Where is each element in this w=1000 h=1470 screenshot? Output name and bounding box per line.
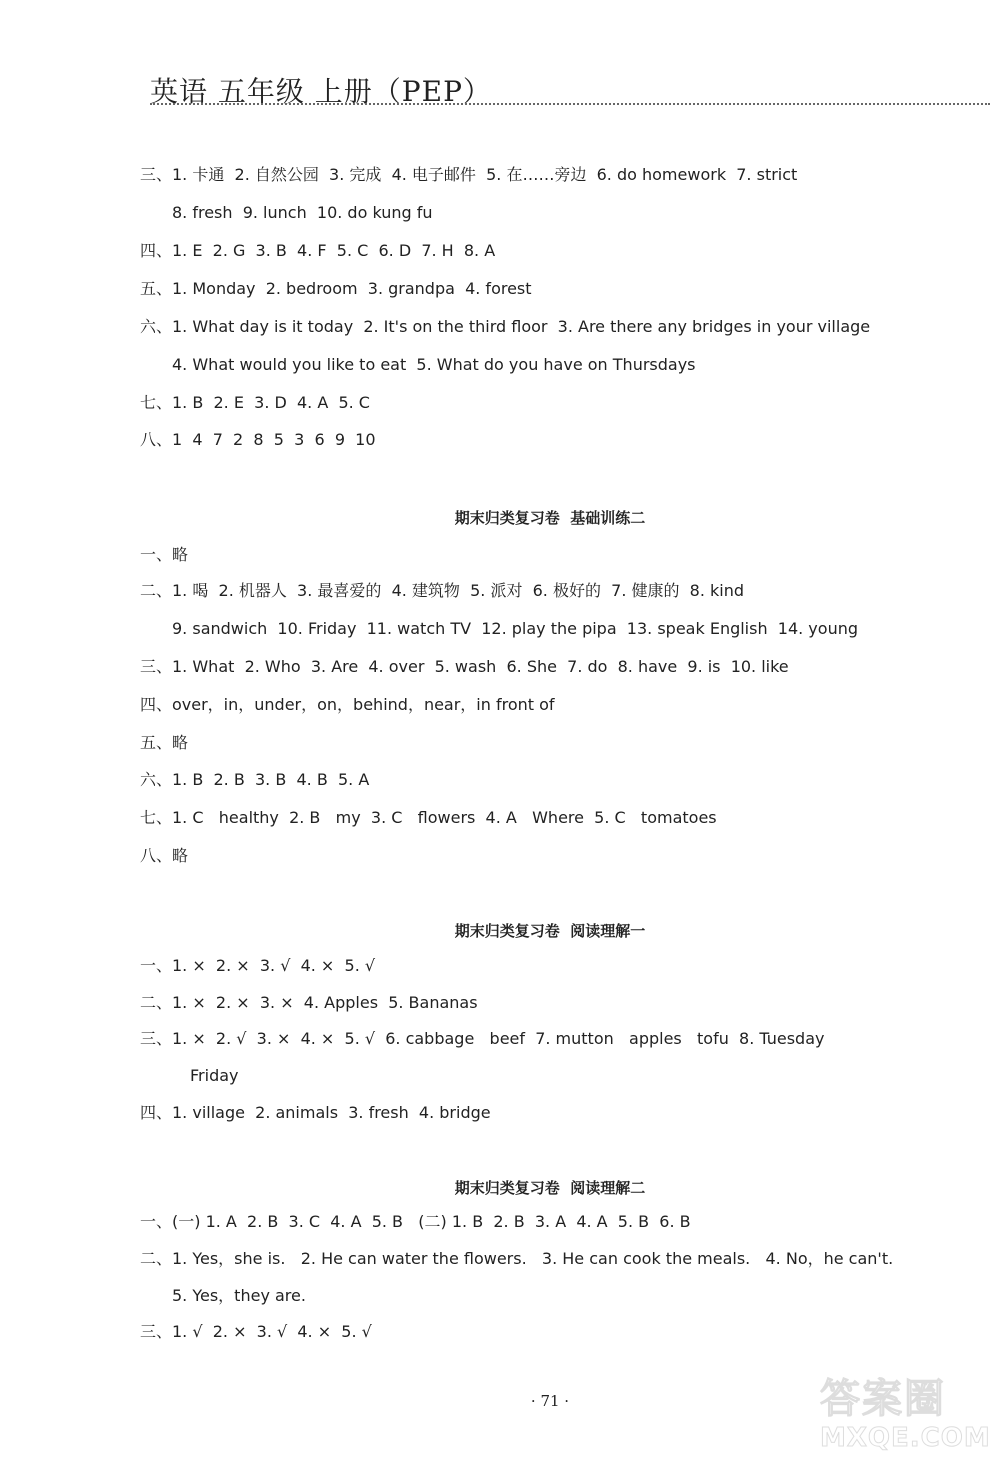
answer-line: 4. What would you like to eat 5. What do you have on Thursdays [172, 355, 696, 374]
answer-line: 三、1. What 2. Who 3. Are 4. over 5. wash 6. She 7. do 8. have 9. is 10. like [140, 657, 789, 676]
watermark-url: MXQE.COM [820, 1423, 991, 1453]
answer-line: 9. sandwich 10. Friday 11. watch TV 12. play the pipa 13. speak English 14. young [172, 619, 858, 638]
answer-line: 五、略 [140, 733, 189, 752]
answer-line: 二、1. × 2. × 3. × 4. Apples 5. Bananas [140, 993, 478, 1012]
answer-line: 一、(一) 1. A 2. B 3. C 4. A 5. B (二) 1. B 2. B 3. A 4. A 5. B 6. B [140, 1212, 691, 1231]
section-title: 期末归类复习卷 阅读理解二 [454, 1179, 646, 1197]
answer-line: 三、1. √ 2. × 3. √ 4. × 5. √ [140, 1322, 372, 1341]
answer-line: 五、1. Monday 2. bedroom 3. grandpa 4. forest [140, 279, 532, 298]
answer-line: 一、略 [140, 545, 189, 564]
header-dotted-rule [150, 103, 990, 105]
answer-line: 四、1. E 2. G 3. B 4. F 5. C 6. D 7. H 8. A [140, 241, 496, 260]
section-title: 期末归类复习卷 阅读理解一 [454, 922, 646, 940]
answer-line: 六、1. B 2. B 3. B 4. B 5. A [140, 770, 370, 789]
section-title: 期末归类复习卷 基础训练二 [454, 509, 646, 527]
answer-line: 二、1. Yes，she is. 2. He can water the flowers. 3. He can cook the meals. 4. No，he can't. [140, 1249, 894, 1268]
page-number: · 71 · [530, 1392, 570, 1410]
watermark-logo [820, 1375, 990, 1465]
answer-line: 七、1. C healthy 2. B my 3. C flowers 4. A Where 5. C tomatoes [140, 808, 717, 827]
answer-line: 8. fresh 9. lunch 10. do kung fu [172, 203, 433, 222]
answer-line: 三、1. 卡通 2. 自然公园 3. 完成 4. 电子邮件 5. 在……旁边 6. do homework 7. strict [140, 165, 798, 184]
answer-line: 一、1. × 2. × 3. √ 4. × 5. √ [140, 956, 376, 975]
answer-line: 5. Yes，they are. [172, 1286, 306, 1305]
answer-line: 三、1. × 2. √ 3. × 4. × 5. √ 6. cabbage beef 7. mutton apples tofu 8. Tuesday [140, 1029, 825, 1048]
answer-line: 四、1. village 2. animals 3. fresh 4. bridge [140, 1103, 491, 1122]
answer-line: 二、1. 喝 2. 机器人 3. 最喜爱的 4. 建筑物 5. 派对 6. 极好的 7. 健康的 8. kind [140, 581, 745, 600]
watermark-chars: 答案圈 [820, 1376, 946, 1422]
page-title: 英语 五年级 上册（PEP） [150, 75, 492, 108]
answer-line: 八、1 4 7 2 8 5 3 6 9 10 [140, 430, 376, 449]
answer-line: 七、1. B 2. E 3. D 4. A 5. C [140, 393, 370, 412]
answer-line: 六、1. What day is it today 2. It's on the third floor 3. Are there any bridges in your village [140, 317, 871, 336]
answer-line: 八、略 [140, 846, 189, 865]
answer-line: 四、over，in，under，on，behind，near，in front of [140, 695, 555, 714]
answer-line: Friday [190, 1066, 239, 1085]
